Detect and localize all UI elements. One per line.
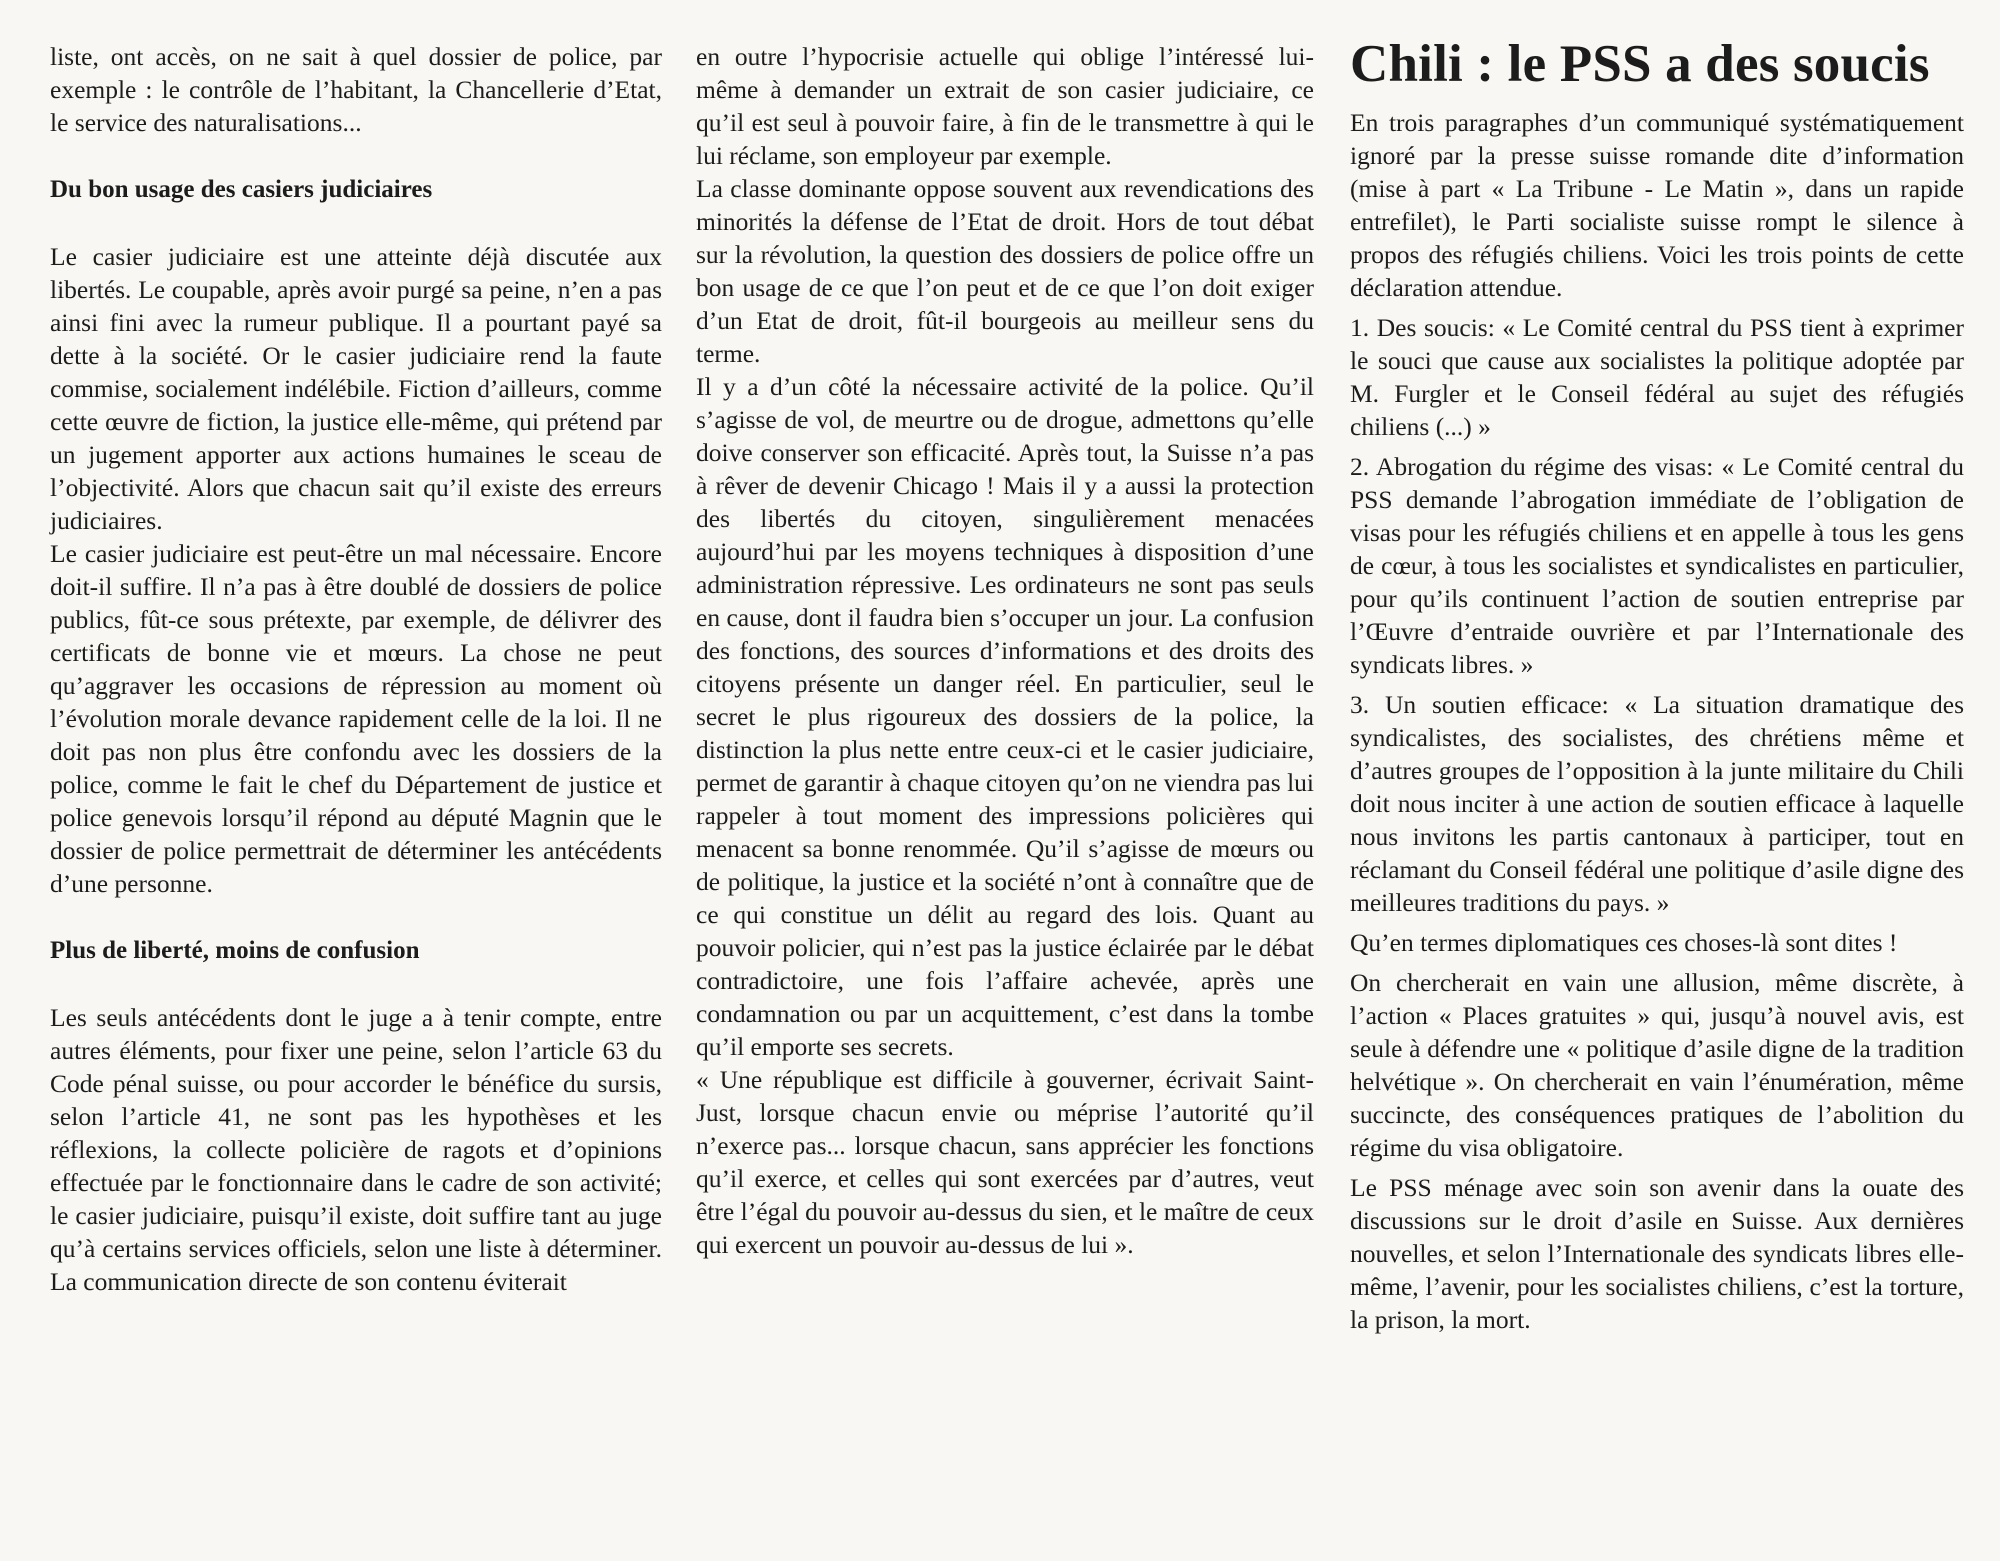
column-left [50,40,662,1298]
paragraph: en outre l’hypocrisie actuelle qui oblige l’intéressé lui-même à demander un extrait de son casier judiciaire, ce qu’il est seul à pouvoir faire, à fin de le transmettre à qui le lui réclame, son employeur par exemple. [696,42,1314,170]
paragraph: 3. Un soutien efficace: « La situation dramatique des syndicalistes, des socialistes, des chrétiens même et d’autres groupes de l’opposition à la junte militaire du Chili doit nous inciter à une action de soutien efficace à laquelle nous invitons les partis cantonaux à participer, tout en réclamant du Conseil fédéral une politique d’asile digne des meilleures traditions du pays. » [1350,690,1964,917]
paragraph: En trois paragraphes d’un communiqué systématiquement ignoré par la presse suisse romande dite d’information (mise à part « La Tribune - Le Matin », dans un rapide entrefilet), le Parti socialiste suisse rompt le silence à propos des réfugiés chiliens. Voici les trois points de cette déclaration attendue. [1350,108,1964,302]
paragraph: liste, ont accès, on ne sait à quel dossier de police, par exemple : le contrôle de l’habitant, la Chancellerie d’Etat, le service des naturalisations... [50,42,662,137]
column-middle [696,40,1314,1261]
paragraph: La classe dominante oppose souvent aux revendications des minorités la défense de l’Etat de droit. Hors de tout débat sur la révolution, la question des dossiers de police offre un bon usage de ce que l’on peut et de ce que l’on doit exiger d’un Etat de droit, fût-il bourgeois au meilleur sens du terme. [696,174,1314,368]
article-title: Chili : le PSS a des soucis [1350,35,1930,93]
paragraph: Le PSS ménage avec soin son avenir dans la ouate des discussions sur le droit d’asile en Suisse. Aux dernières nouvelles, et selon l’Internationale des syndicats libres elle-même, l’avenir, pour les socialistes chiliens, c’est la torture, la prison, la mort. [1350,1173,1964,1334]
section-heading: Du bon usage des casiers judiciaires [50,176,433,203]
paragraph: Le casier judiciaire est une atteinte déjà discutée aux libertés. Le coupable, après avoir purgé sa peine, n’en a pas ainsi fini avec la rumeur publique. Il a pourtant payé sa dette à la société. Or le casier judiciaire rend la faute commise, socialement indélébile. Fiction d’ailleurs, comme cette œuvre de fiction, la justice elle-même, qui prétend par un jugement apporter aux actions humaines le sceau de l’objectivité. Alors que chacun sait qu’il existe des erreurs judiciaires. [50,242,662,535]
paragraph: Le casier judiciaire est peut-être un mal nécessaire. Encore doit-il suffire. Il n’a pas à être doublé de dossiers de police publics, fût-ce sous prétexte, par exemple, de délivrer des certificats de bonne vie et mœurs. La chose ne peut qu’aggraver les occasions de répression au moment où l’évolution morale devance rapidement celle de la loi. Il ne doit pas non plus être confondu avec les dossiers de la police, comme le fait le chef du Département de justice et police genevois lorsqu’il répond au député Magnin que le dossier de police permettrait de déterminer les antécédents d’une personne. [50,539,662,898]
paragraph: Les seuls antécédents dont le juge a à tenir compte, entre autres éléments, pour fixer une peine, selon l’article 63 du Code pénal suisse, ou pour accorder le bénéfice du sursis, selon l’article 41, ne sont pas les hypothèses et les réflexions, la collecte policière de ragots et d’opinions effectuée par le fonctionnaire dans le cadre de son activité; le casier judiciaire, puisqu’il existe, doit suffire tant au juge qu’à certains services officiels, selon une liste à déterminer. La communication directe de son contenu éviterait [50,1003,662,1296]
paragraph: Il y a d’un côté la nécessaire activité de la police. Qu’il s’agisse de vol, de meurtre ou de drogue, admettons qu’elle doive conserver son efficacité. Après tout, la Suisse n’a pas à rêver de devenir Chicago ! Mais il y a aussi la protection des libertés du citoyen, singulièrement menacées aujourd’hui par les moyens techniques à disposition d’une administration répressive. Les ordinateurs ne sont pas seuls en cause, dont il faudra bien s’occuper un jour. La confusion des fonctions, des sources d’informations et des droits des citoyens présente un danger réel. En particulier, seul le secret le plus rigoureux des dossiers de la police, la distinction la plus nette entre ceux-ci et le casier judiciaire, permet de garantir à chaque citoyen qu’on ne viendra pas lui rappeler à tout moment des impressions policières qui menacent sa bonne renommée. Qu’il s’agisse de mœurs ou de politique, la justice et la société n’ont à connaître que de ce qui constitue un délit au regard des lois. Quant au pouvoir policier, qui n’est pas la justice éclairée par le débat contradictoire, une fois l’affaire achevée, après une condamnation ou par un acquittement, c’est dans la tombe qu’il emporte ses secrets. [696,372,1314,1061]
section-heading: Plus de liberté, moins de confusion [50,937,420,964]
paragraph: 1. Des soucis: « Le Comité central du PSS tient à exprimer le souci que cause aux socialistes la politique adoptée par M. Furgler et le Conseil fédéral au sujet des réfugiés chiliens (...) » [1350,313,1964,441]
paragraph: Qu’en termes diplomatiques ces choses-là sont dites ! [1350,928,1898,957]
paragraph: 2. Abrogation du régime des visas: « Le Comité central du PSS demande l’abrogation immédiate de l’obligation de visas pour les réfugiés chiliens et en appelle à tous les gens de cœur, à tous les socialistes et syndicalistes en particulier, pour qu’ils continuent l’action de soutien entreprise par l’Œuvre d’entraide ouvrière et par l’Internationale des syndicats libres. » [1350,452,1964,679]
paragraph: « Une république est difficile à gouverner, écrivait Saint-Just, lorsque chacun envie ou méprise l’autorité qu’il n’exerce pas... lorsque chacun, sans apprécier les fonctions qu’il exerce, et celles qui sont exercées par d’autres, veut être l’égal du pouvoir au-dessus du sien, et le maître de ceux qui exercent un pouvoir au-dessus de lui ». [696,1065,1314,1259]
column-right [1350,35,1964,1343]
paragraph: On chercherait en vain une allusion, même discrète, à l’action « Places gratuites » qui, jusqu’à nouvel avis, est seule à défendre une « politique d’asile digne de la tradition helvétique ». On chercherait en vain l’énumération, même succincte, des conséquences pratiques de l’abolition du régime du visa obligatoire. [1350,968,1964,1162]
